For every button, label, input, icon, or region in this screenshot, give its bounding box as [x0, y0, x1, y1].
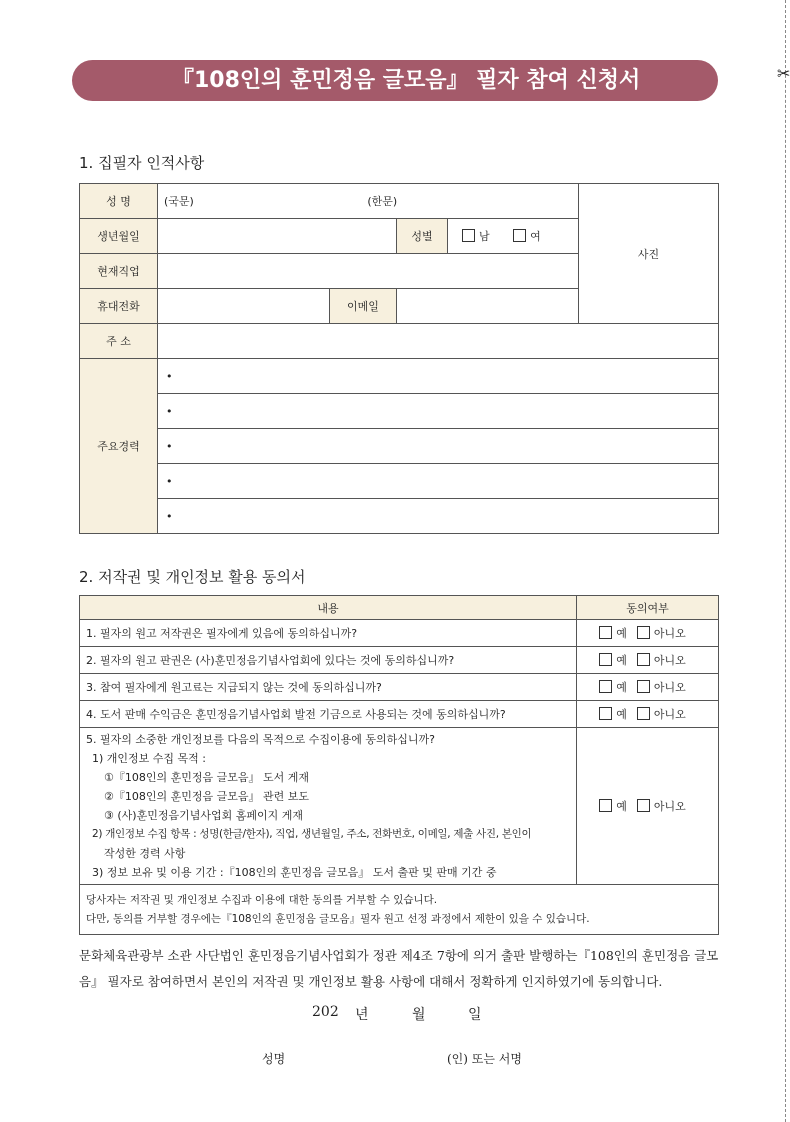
checkbox-icon [462, 229, 475, 242]
no-option[interactable] [637, 798, 686, 814]
no-label: 아니오 [653, 681, 686, 694]
date-year-unit: 년 [355, 1007, 369, 1023]
name-korean-label: (국문) [164, 195, 194, 208]
consent-note [80, 885, 719, 935]
no-label: 아니오 [653, 708, 686, 721]
section1-heading: 1. 집필자 인적사항 [79, 154, 205, 172]
address-field[interactable] [158, 324, 719, 359]
checkbox-icon [513, 229, 526, 242]
yes-option[interactable] [599, 706, 627, 722]
consent-table [79, 595, 719, 935]
checkbox-icon [599, 653, 612, 666]
phone-field[interactable] [158, 289, 330, 324]
no-option[interactable] [637, 625, 686, 641]
consent-question-1: 1. 필자의 원고 저작권은 필자에게 있음에 동의하십니까? [80, 620, 577, 647]
yes-label: 예 [616, 627, 627, 640]
checkbox-icon [637, 626, 650, 639]
checkbox-icon [599, 626, 612, 639]
q5-line: ①『108인의 훈민정음 글모음』 도서 게재 [104, 771, 309, 784]
yes-option[interactable] [599, 679, 627, 695]
note-line: 당사자는 저작권 및 개인정보 수집과 이용에 대한 동의를 거부할 수 있습니다. [86, 893, 438, 906]
job-field[interactable] [158, 254, 579, 289]
yes-label: 예 [616, 708, 627, 721]
career-label: 주요경력 [80, 359, 158, 534]
no-label: 아니오 [653, 654, 686, 667]
career-line[interactable]: • [158, 464, 719, 499]
gender-female-label: 여 [530, 230, 541, 243]
yes-label: 예 [616, 654, 627, 667]
q5-line: 3) 정보 보유 및 이용 기간 :『108인의 훈민정음 글모음』 도서 출판 및 판매 기간 중 [92, 866, 497, 879]
checkbox-icon [599, 799, 612, 812]
yes-label: 예 [616, 681, 627, 694]
consent-question-4: 4. 도서 판매 수익금은 훈민정음기념사업회 발전 기금으로 사용되는 것에 동의하십니까? [80, 701, 577, 728]
consent-question-5 [80, 728, 577, 885]
name-label: 성 명 [80, 184, 158, 219]
sign-seal-label[interactable]: (인) 또는 서명 [447, 1052, 522, 1066]
address-label: 주 소 [80, 324, 158, 359]
consent-agree-header: 동의여부 [577, 596, 719, 620]
gender-options [448, 219, 579, 254]
gender-male-label: 남 [479, 230, 490, 243]
consent-options-2 [577, 647, 719, 674]
checkbox-icon [599, 680, 612, 693]
consent-options-3 [577, 674, 719, 701]
gender-female-option[interactable] [513, 228, 541, 244]
q5-line: 작성한 경력 사항 [104, 847, 186, 860]
job-label: 현재직업 [80, 254, 158, 289]
checkbox-icon [637, 707, 650, 720]
gender-male-option[interactable] [462, 228, 490, 244]
checkbox-icon [637, 653, 650, 666]
consent-options-4 [577, 701, 719, 728]
yes-option[interactable] [599, 625, 627, 641]
no-option[interactable] [637, 706, 686, 722]
career-line[interactable]: • [158, 359, 719, 394]
photo-box[interactable] [579, 184, 719, 324]
career-line[interactable]: • [158, 394, 719, 429]
sign-name-label: 성명 [262, 1052, 286, 1066]
photo-label: 사진 [637, 247, 660, 261]
email-label: 이메일 [330, 289, 397, 324]
career-line[interactable]: • [158, 429, 719, 464]
declaration-text: 문화체육관광부 소관 사단법인 훈민정음기념사업회가 정관 제4조 7항에 의거 출판 발행하는『108인의 훈민정음 글모음』 필자로 참여하면서 본인의 저작권 및 개인정보 활용 사항에 대해서 정확하게 인지하였기에 동의합니다. [79, 948, 719, 989]
no-option[interactable] [637, 679, 686, 695]
consent-options-1 [577, 620, 719, 647]
gender-label: 성별 [397, 219, 448, 254]
section2-heading: 2. 저작권 및 개인정보 활용 동의서 [79, 568, 306, 586]
form-title: 『108인의 훈민정음 글모음』 필자 참여 신청서 [72, 60, 718, 101]
birth-field[interactable] [158, 219, 397, 254]
yes-option[interactable] [599, 652, 627, 668]
checkbox-icon [637, 680, 650, 693]
no-label: 아니오 [653, 800, 686, 813]
checkbox-icon [637, 799, 650, 812]
no-option[interactable] [637, 652, 686, 668]
date-year[interactable]: 202 [312, 1004, 339, 1020]
consent-question-3: 3. 참여 필자에게 원고료는 지급되지 않는 것에 동의하십니까? [80, 674, 577, 701]
q5-line: ③ (사)훈민정음기념사업회 홈페이지 게재 [104, 809, 303, 822]
date-month-unit: 월 [412, 1007, 426, 1023]
note-line: 다만, 동의를 거부할 경우에는『108인의 훈민정음 글모음』필자 원고 선정 과정에서 제한이 있을 수 있습니다. [86, 912, 590, 925]
consent-question-2: 2. 필자의 원고 판권은 (사)훈민정음기념사업회에 있다는 것에 동의하십니까? [80, 647, 577, 674]
career-line[interactable]: • [158, 499, 719, 534]
scissors-icon: ✂ [777, 64, 790, 83]
checkbox-icon [599, 707, 612, 720]
no-label: 아니오 [653, 627, 686, 640]
q5-line: ②『108인의 훈민정음 글모음』 관련 보도 [104, 790, 309, 803]
q5-line: 1) 개인정보 수집 목적 : [92, 752, 206, 765]
personal-info-table [79, 183, 719, 534]
q5-line: 2) 개인정보 수집 항목 : 성명(한글/한자), 직업, 생년월일, 주소, 전화번호, 이메일, 제출 사진, 본인이 [92, 828, 532, 840]
birth-label: 생년월일 [80, 219, 158, 254]
consent-content-header: 내용 [80, 596, 577, 620]
name-field[interactable] [158, 184, 579, 219]
date-day-unit: 일 [468, 1007, 482, 1023]
cut-line [785, 0, 786, 1122]
consent-options-5 [577, 728, 719, 885]
yes-label: 예 [616, 800, 627, 813]
email-field[interactable] [397, 289, 579, 324]
q5-line: 5. 필자의 소중한 개인정보를 다음의 목적으로 수집이용에 동의하십니까? [86, 733, 435, 746]
name-hanja-label: (한문) [367, 195, 398, 208]
yes-option[interactable] [599, 798, 627, 814]
phone-label: 휴대전화 [80, 289, 158, 324]
